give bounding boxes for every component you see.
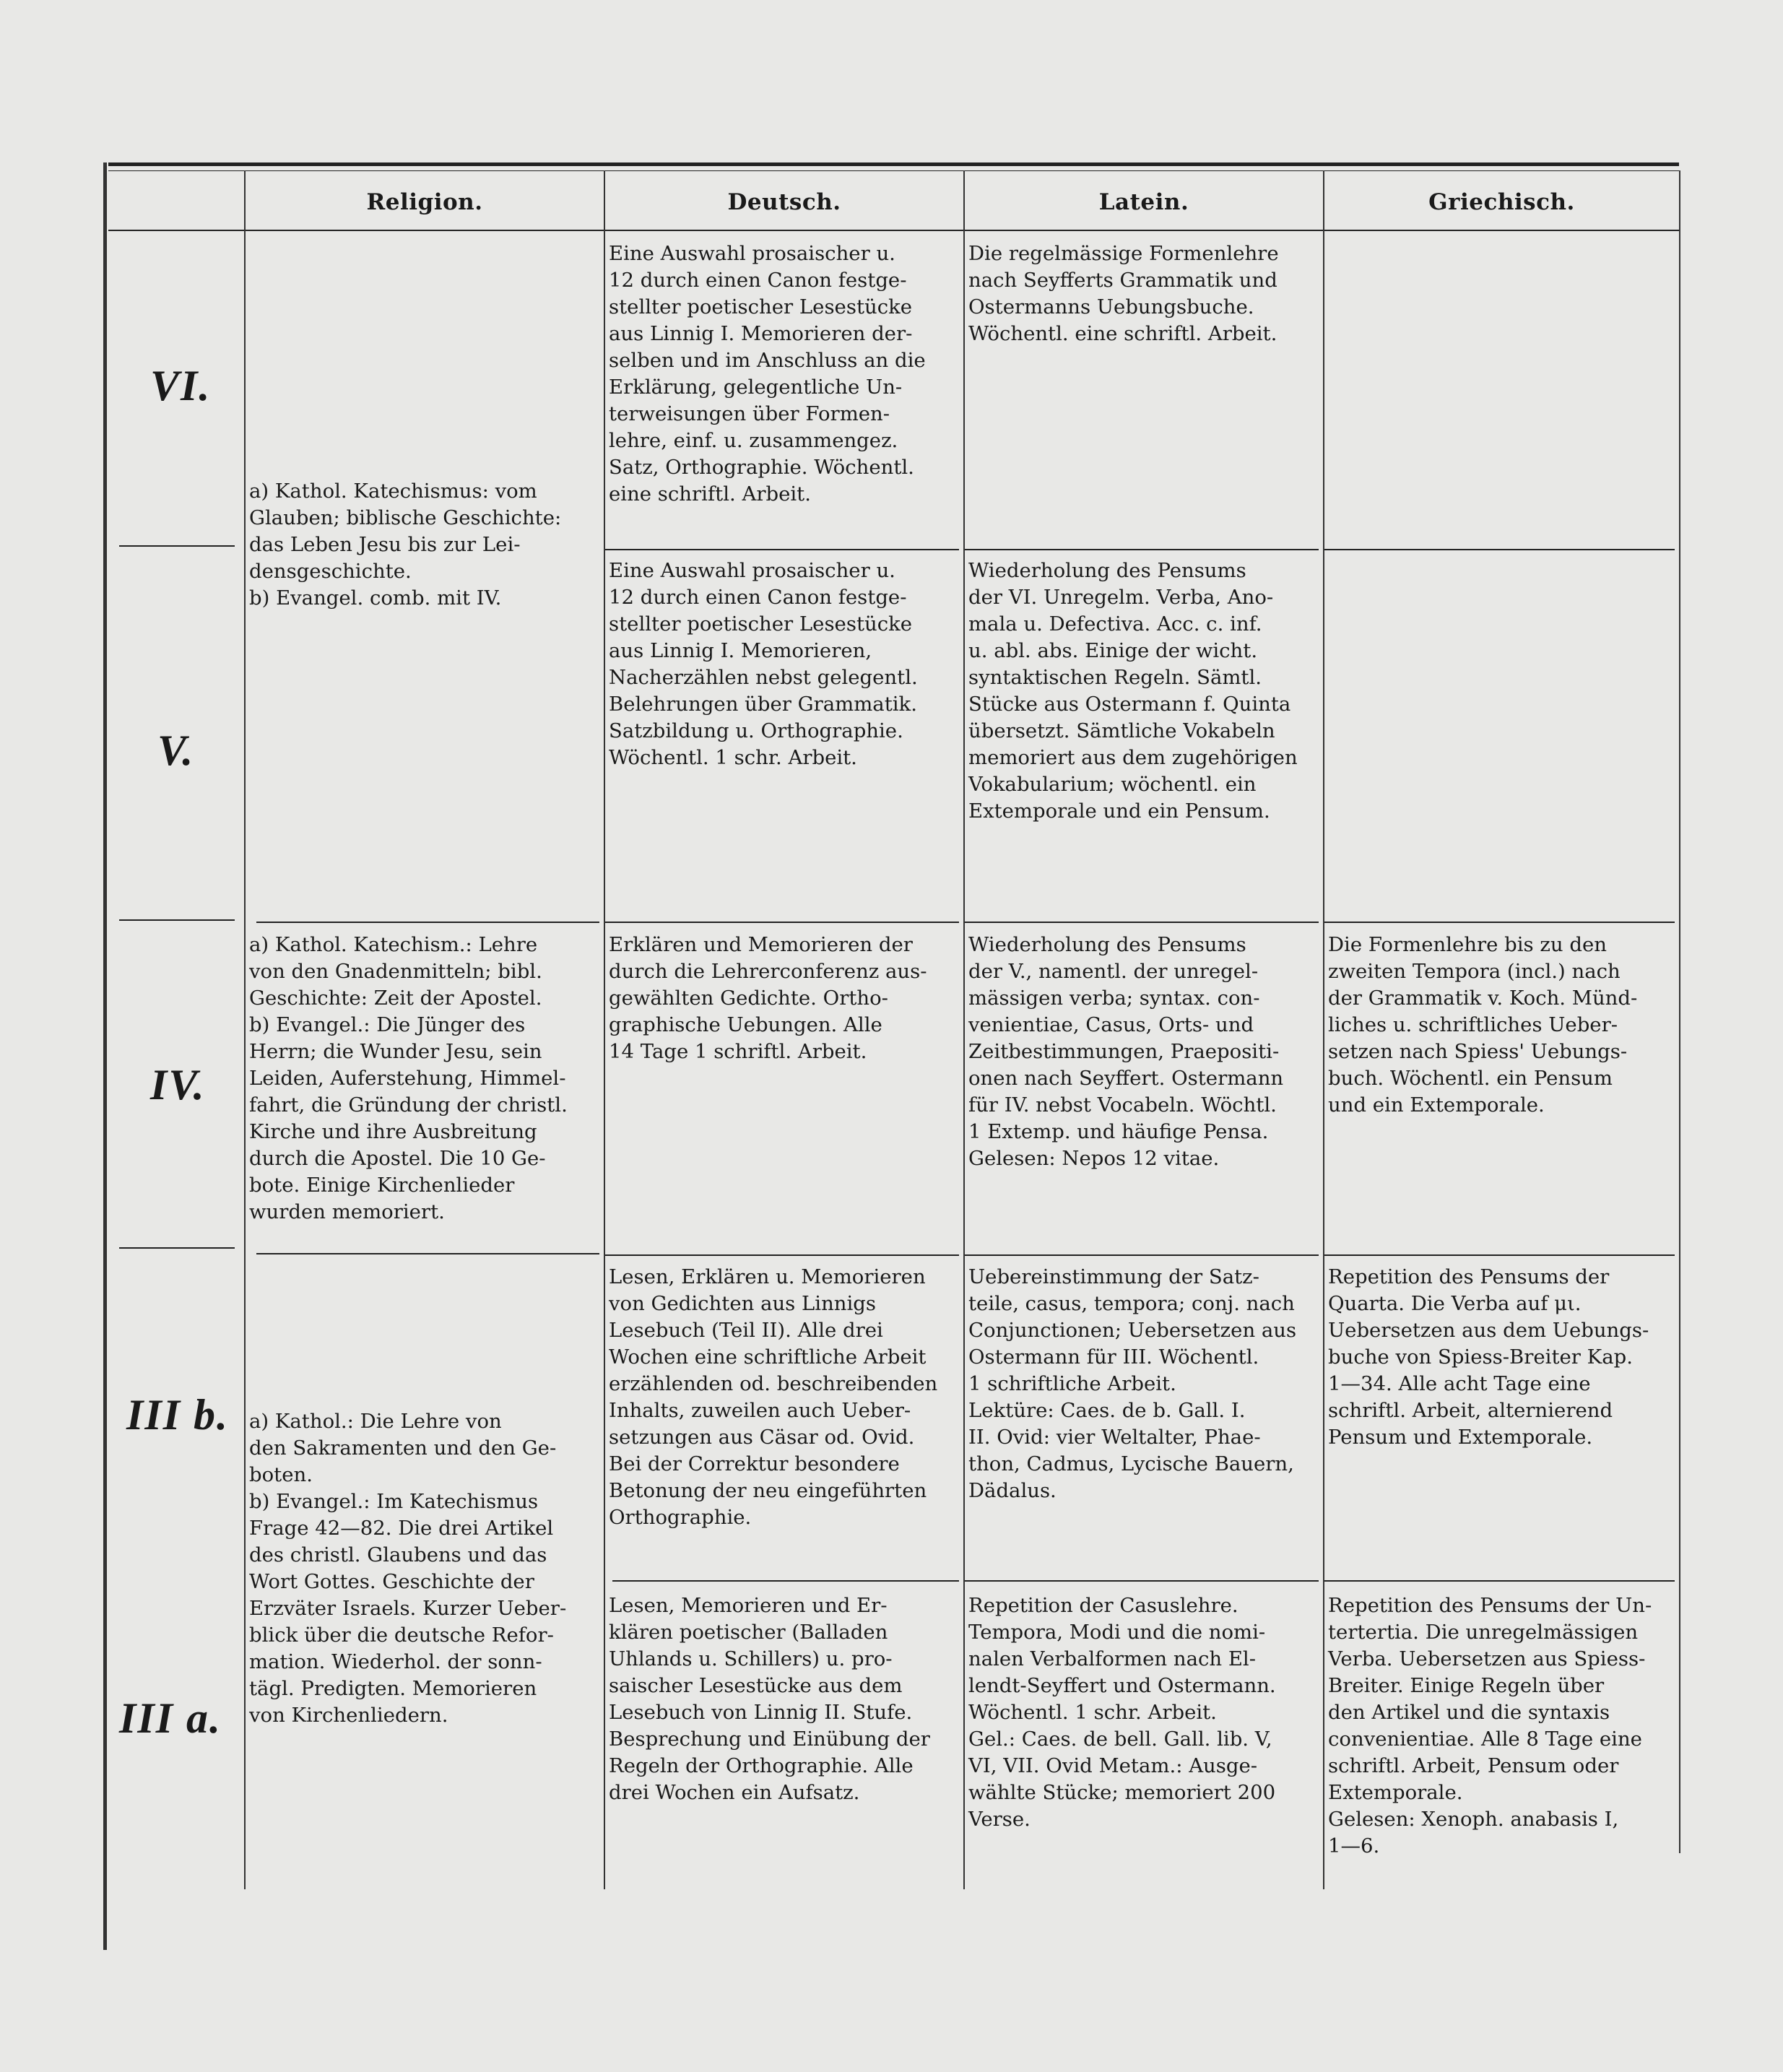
cell-iiib-religion: a) Kathol.: Die Lehre von den Sakramenten und den Ge- boten. b) Evangel.: Im Katechismus Frage 42—82. Die drei Artikel des christl. Glaubens und das Wort Gottes. Geschichte der Erzväter Israels. Kurzer Ueber- blick über die deutsche Refor- mation. Wiederhol. der sonn- tägl. Predigten. Memorieren von Kirchenliedern. <box>249 1410 567 1727</box>
cell-iiib-griechisch: Repetition des Pensums der Quarta. Die Verba auf μι. Uebersetzen aus dem Uebungs- buche von Spiess-Breiter Kap. 1—34. Alle acht Tage eine schriftl. Arbeit, alternierend Pensum und Extemporale. <box>1328 1265 1649 1449</box>
row-separator-label-vi-v <box>119 545 235 547</box>
cell-iv-religion: a) Kathol. Katechism.: Lehre von den Gnadenmitteln; bibl. Geschichte: Zeit der Apostel. b) Evangel.: Die Jünger des Herrn; die Wunder Jesu, sein Leiden, Auferstehung, Himmel- fahrt, die Gründung der christl. Kirche und ihre Ausbreitung durch die Apostel. Die 10 Ge- bote. Einige Kirchenlieder wurden memoriert. <box>249 933 568 1223</box>
col-rule-4 <box>1323 170 1324 1889</box>
header-griechisch: Griechisch. <box>1428 189 1575 215</box>
header-latein: Latein. <box>1098 189 1189 215</box>
cell-v-deutsch: Eine Auswahl prosaischer u. 12 durch einen Canon festge- stellter poetischer Lesestücke aus Linnig I. Memorieren, Nacherzählen nebst gelegentl. Belehrungen über Grammatik. Satzbildung u. Orthographie. Wöchentl. 1 schr. Arbeit. <box>609 559 918 769</box>
row-label-iv: IV. <box>150 1061 206 1109</box>
row-separator-label-iv-iiib <box>119 1247 235 1249</box>
cell-iv-griechisch: Die Formenlehre bis zu den zweiten Tempora (incl.) nach der Grammatik v. Koch. Münd- liches u. schriftliches Ueber- setzen nach Spiess' Uebungs- buch. Wöchentl. ein Pensum und ein Extemporale. <box>1328 933 1638 1117</box>
row-separator-religion-v-iv <box>256 922 599 923</box>
left-border <box>103 162 107 1950</box>
cell-iiia-latein: Repetition der Casuslehre. Tempora, Modi und die nomi- nalen Verbalformen nach El- lendt-Seyffert und Ostermann. Wöchentl. 1 schr. Arbeit. Gel.: Caes. de bell. Gall. lib. V, VI, VII. Ovid Metam.: Ausge- wählte Stücke; memoriert 200 Verse. <box>968 1594 1276 1831</box>
row-separator-deutsch-iv-iiib <box>605 1254 959 1256</box>
row-separator-latein-iv-iiib <box>965 1254 1319 1256</box>
row-separator-label-v-iv <box>119 919 235 921</box>
cell-vi-latein: Die regelmässige Formenlehre nach Seyfferts Grammatik und Ostermanns Uebungsbuche. Wöchentl. eine schriftl. Arbeit. <box>968 242 1279 345</box>
cell-iiib-deutsch: Lesen, Erklären u. Memorieren von Gedichten aus Linnigs Lesebuch (Teil II). Alle drei Wochen eine schriftliche Arbeit erzählenden od. beschreibenden Inhalts, zuweilen auch Ueber- setzungen aus Cäsar od. Ovid. Bei der Correktur besondere Betonung der neu eingeführten Orthographie. <box>609 1265 938 1529</box>
right-border <box>1679 170 1680 1853</box>
header-deutsch: Deutsch. <box>727 189 841 215</box>
row-separator-religion-iv-iiib <box>256 1253 599 1254</box>
row-label-iiia: III a. <box>119 1694 222 1742</box>
row-label-iiib: III b. <box>126 1391 230 1439</box>
table-top-rule <box>108 162 1679 166</box>
cell-iv-deutsch: Erklären und Memorieren der durch die Lehrerconferenz aus- gewählten Gedichte. Ortho- graphische Uebungen. Alle 14 Tage 1 schriftl. Arbeit. <box>609 933 927 1063</box>
row-separator-griechisch-iiib-iiia <box>1324 1580 1675 1582</box>
cell-iv-latein: Wiederholung des Pensums der V., namentl. der unregel- mässigen verba; syntax. con- venientiae, Casus, Orts- und Zeitbestimmungen, Praepositi- onen nach Seyffert. Ostermann für IV. nebst Vocabeln. Wöchtl. 1 Extemp. und häufige Pensa. Gelesen: Nepos 12 vitae. <box>968 933 1284 1170</box>
col-rule-2 <box>604 170 605 1889</box>
cell-iiia-deutsch: Lesen, Memorieren und Er- klären poetischer (Balladen Uhlands u. Schillers) u. pro- saischer Lesestücke aus dem Lesebuch von Linnig II. Stufe. Besprechung und Einübung der Regeln der Orthographie. Alle drei Wochen ein Aufsatz. <box>609 1594 930 1804</box>
row-label-v: V. <box>157 727 195 774</box>
header-religion: Religion. <box>366 189 483 215</box>
row-separator-griechisch-iv-iiib <box>1324 1254 1675 1256</box>
row-separator-latein-v-iv <box>965 922 1319 923</box>
row-separator-latein-vi-v <box>965 549 1319 550</box>
row-separator-deutsch-v-iv <box>605 922 959 923</box>
row-separator-griechisch-v-iv <box>1324 922 1675 923</box>
row-separator-griechisch-vi-v <box>1324 549 1675 550</box>
row-separator-deutsch-vi-v <box>605 549 959 550</box>
row-separator-latein-iiib-iiia <box>965 1580 1319 1582</box>
row-separator-deutsch-iiib-iiia <box>612 1580 959 1582</box>
cell-iiia-griechisch: Repetition des Pensums der Un- tertertia. Die unregelmässigen Verba. Uebersetzen aus Spiess- Breiter. Einige Regeln über den Artikel und die syntaxis convenientiae. Alle 8 Tage eine schriftl. Arbeit, Pensum oder Extemporale. Gelesen: Xenoph. anabasis I, 1—6. <box>1328 1594 1652 1858</box>
cell-vi-deutsch: Eine Auswahl prosaischer u. 12 durch einen Canon festge- stellter poetischer Lesestücke aus Linnig I. Memorieren der- selben und im Anschluss an die Erklärung, gelegentliche Un- terweisungen über Formen- lehre, einf. u. zusammengez. Satz, Orthographie. Wöchentl. eine schriftl. Arbeit. <box>609 242 926 506</box>
cell-v-latein: Wiederholung des Pensums der VI. Unregelm. Verba, Ano- mala u. Defectiva. Acc. c. inf. u. abl. abs. Einige der wicht. syntaktischen Regeln. Sämtl. Stücke aus Ostermann f. Quinta übersetzt. Sämtliche Vokabeln memoriert aus dem zugehörigen Vokabularium; wöchentl. ein Extemporale und ein Pensum. <box>968 559 1298 823</box>
col-rule-1 <box>244 170 246 1889</box>
cell-v-religion: a) Kathol. Katechismus: vom Glauben; biblische Geschichte: das Leben Jesu bis zur Lei- densgeschichte. b) Evangel. comb. mit IV. <box>249 480 562 610</box>
row-label-vi: VI. <box>150 362 212 409</box>
header-bottom-rule <box>108 230 1679 231</box>
cell-iiib-latein: Uebereinstimmung der Satz- teile, casus, tempora; conj. nach Conjunctionen; Uebersetzen aus Ostermann für III. Wöchentl. 1 schriftliche Arbeit. Lektüre: Caes. de b. Gall. I. II. Ovid: vier Weltalter, Phae- thon, Cadmus, Lycische Bauern, Dädalus. <box>968 1265 1297 1502</box>
table-top-rule-inner <box>108 170 1679 171</box>
col-rule-3 <box>963 170 965 1889</box>
